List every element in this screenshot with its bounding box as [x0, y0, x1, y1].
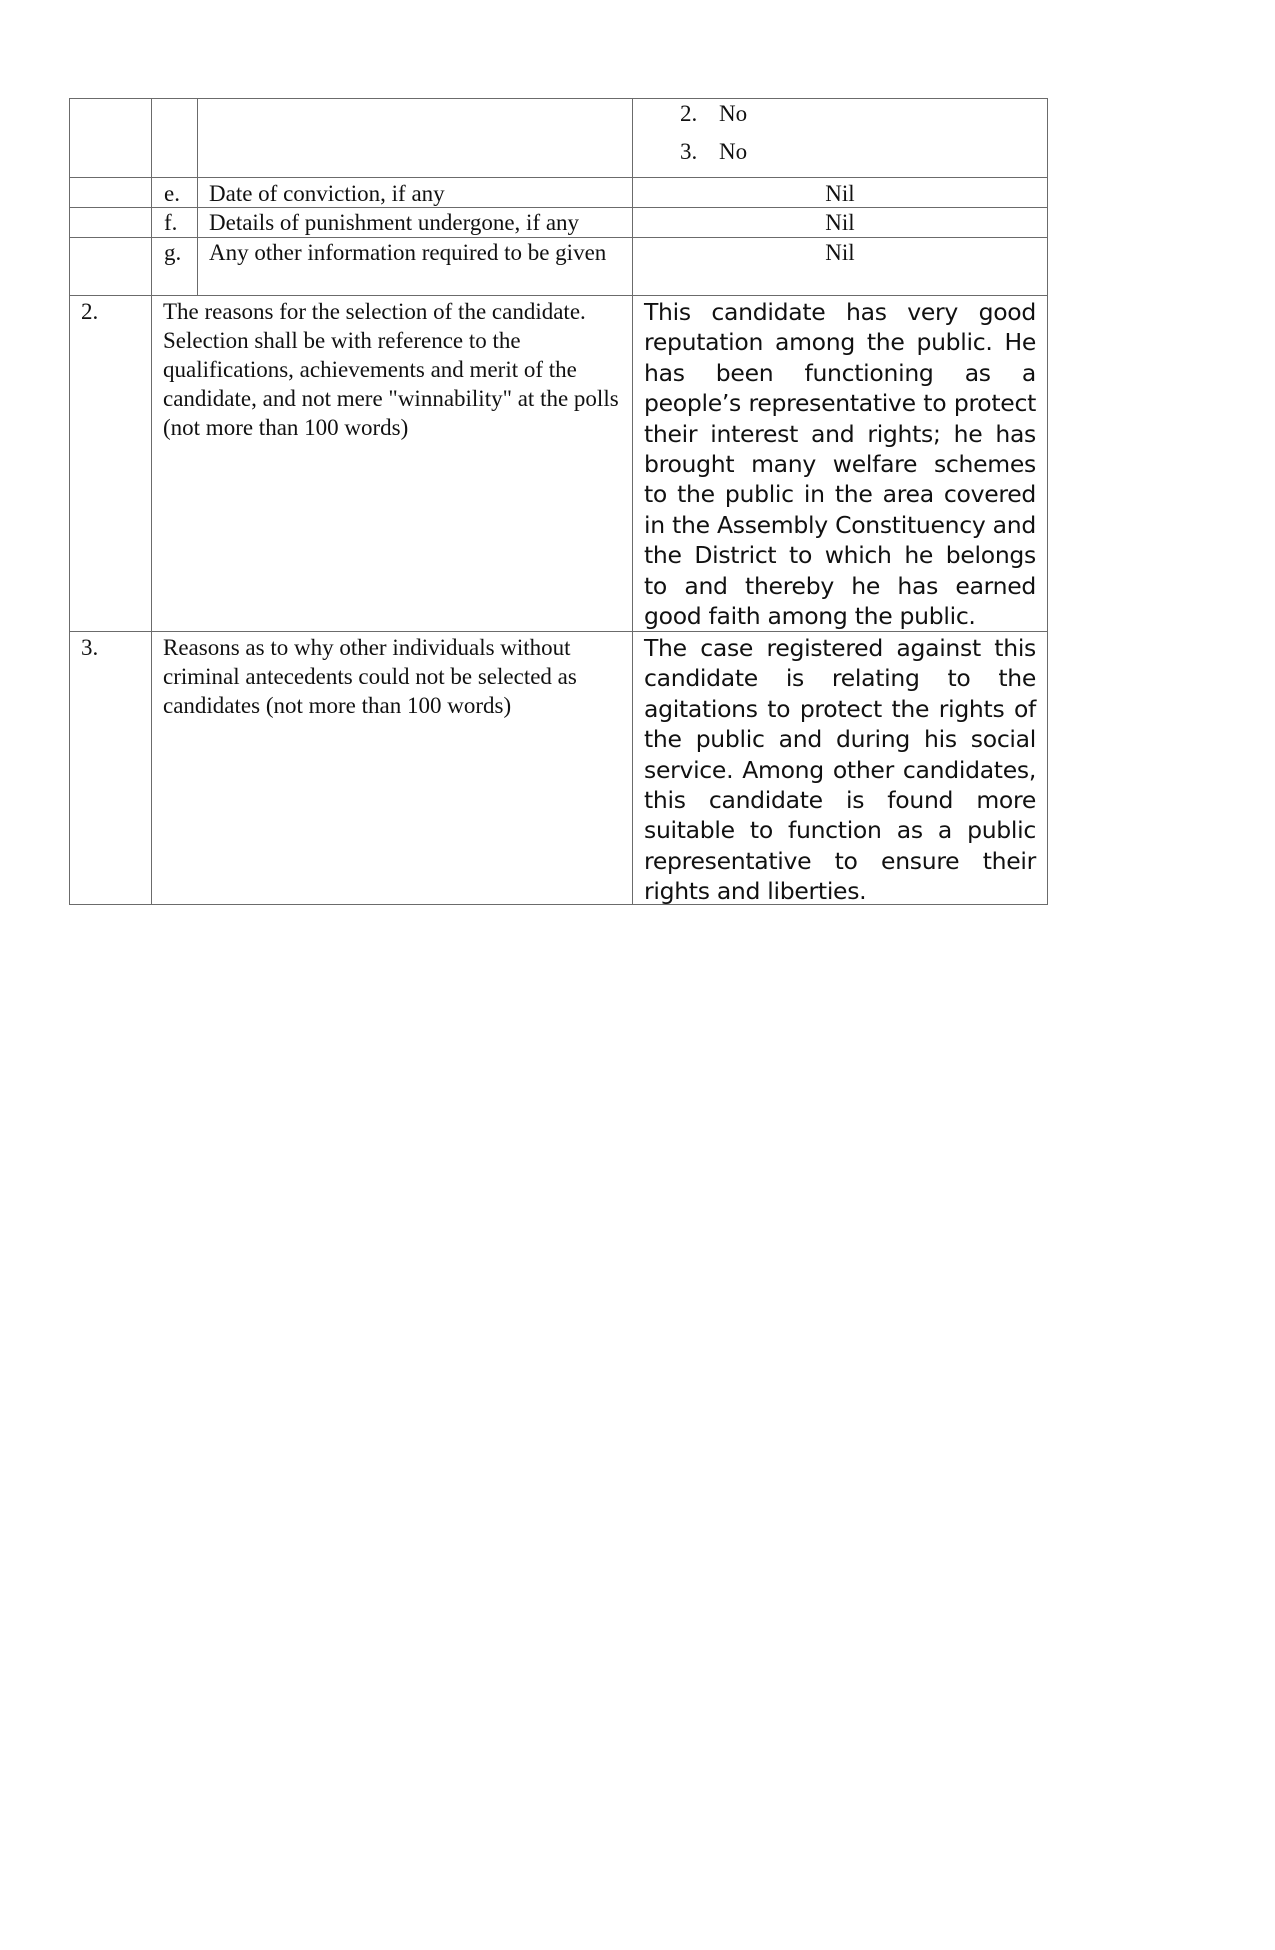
row-g-letter-cell	[151, 237, 199, 297]
sub-row-letter: f.	[164, 210, 178, 235]
row-e-col-number	[69, 177, 153, 208]
list-item-number: 2.	[680, 101, 698, 126]
top-row-col-number	[69, 98, 153, 179]
row-e-value-cell	[632, 177, 1048, 208]
row-2-answer-cell	[632, 295, 1048, 633]
row-3-question-cell	[151, 631, 634, 905]
sub-row-letter: g.	[164, 240, 182, 265]
row-number: 3.	[81, 635, 99, 660]
row-e-label-cell	[197, 177, 634, 208]
sub-row-label: Date of conviction, if any	[209, 181, 445, 206]
row-g-label-cell	[197, 237, 634, 297]
row-f-col-number	[69, 207, 153, 238]
top-row-answer-cell	[632, 98, 1048, 179]
row-answer: The case registered against this candidate is relating to the agitations to protect the rights of the public and during his social service. Among other candidates, this candidate is found more suitable to function as a public representative to ensure their rights and liberties.	[644, 634, 1036, 906]
sub-row-value: Nil	[825, 210, 855, 235]
row-question: Reasons as to why other individuals without criminal antecedents could not be selected as candidates (not more than 100 words)	[163, 635, 577, 718]
row-e-letter-cell	[151, 177, 199, 208]
row-g-col-number	[69, 237, 153, 297]
row-2-question-cell	[151, 295, 634, 633]
sub-row-value: Nil	[825, 240, 855, 265]
row-g-value-cell	[632, 237, 1048, 297]
top-row-col-question	[197, 98, 634, 179]
row-3-number-cell	[69, 631, 153, 905]
row-question: The reasons for the selection of the candidate. Selection shall be with reference to the qualifications, achievements and merit of the candidate, and not mere "winnability" at the polls (not more than 100 words)	[163, 299, 619, 440]
list-item-text: No	[719, 139, 748, 164]
sub-row-label: Details of punishment undergone, if any	[209, 210, 580, 235]
row-f-value-cell	[632, 207, 1048, 238]
top-row-col-letter	[151, 98, 199, 179]
row-answer: This candidate has very good reputation among the public. He has been functioning as a people’s representative to protect their interest and rights; he has brought many welfare schemes to the public in the area covered in the Assembly Constituency and the District to which he belongs to and thereby he has earned good faith among the public.	[644, 298, 1036, 631]
row-number: 2.	[81, 299, 99, 324]
sub-row-value: Nil	[825, 181, 855, 206]
row-f-letter-cell	[151, 207, 199, 238]
row-3-answer-cell	[632, 631, 1048, 905]
list-item-text: No	[719, 101, 748, 126]
sub-row-label: Any other information required to be given	[209, 240, 607, 265]
row-2-number-cell	[69, 295, 153, 633]
sub-row-letter: e.	[164, 181, 180, 206]
list-item-number: 3.	[680, 139, 698, 164]
row-f-label-cell	[197, 207, 634, 238]
